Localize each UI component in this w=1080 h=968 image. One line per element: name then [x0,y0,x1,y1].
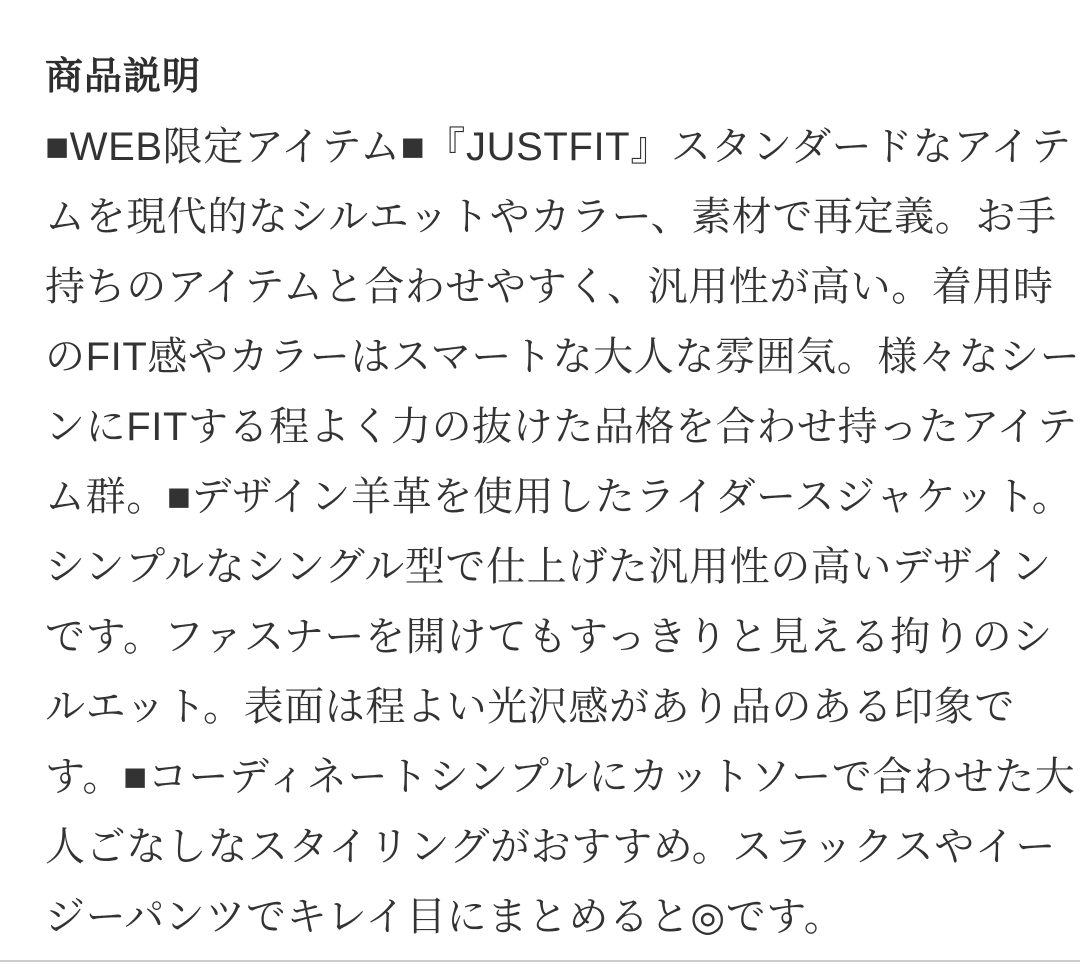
description-line: 人ごなしなスタイリングがおすすめ。スラックスやイー [45,825,1056,869]
description-line: す。■コーディネートシンプルにカットソーで合わせた大 [45,755,1076,799]
description-line: です。ファスナーを開けてもすっきりと見える拘りのシ [45,615,1053,659]
section-divider [0,960,1080,962]
description-line: ジーパンツでキレイ目にまとめると◎です。 [45,895,845,939]
product-description-text [45,112,1080,952]
description-line: ■WEB限定アイテム■『JUSTFIT』スタンダードなアイテ [45,125,1072,169]
description-line: ルエット。表面は程よい光沢感があり品のある印象で [45,685,1015,729]
description-line: のFIT感やカラーはスマートな大人な雰囲気。様々なシー [45,335,1080,379]
description-line: ム群。■デザイン羊革を使用したライダースジャケット。 [45,475,1073,519]
description-line: シンプルなシングル型で仕上げた汎用性の高いデザイン [45,545,1052,589]
description-line: 持ちのアイテムと合わせやすく、汎用性が高い。着用時 [45,265,1054,309]
description-line: ンにFITする程よく力の抜けた品格を合わせ持ったアイテ [45,405,1078,449]
description-line: ムを現代的なシルエットやカラー、素材で再定義。お手 [45,195,1057,239]
section-title: 商品説明 [45,56,202,99]
